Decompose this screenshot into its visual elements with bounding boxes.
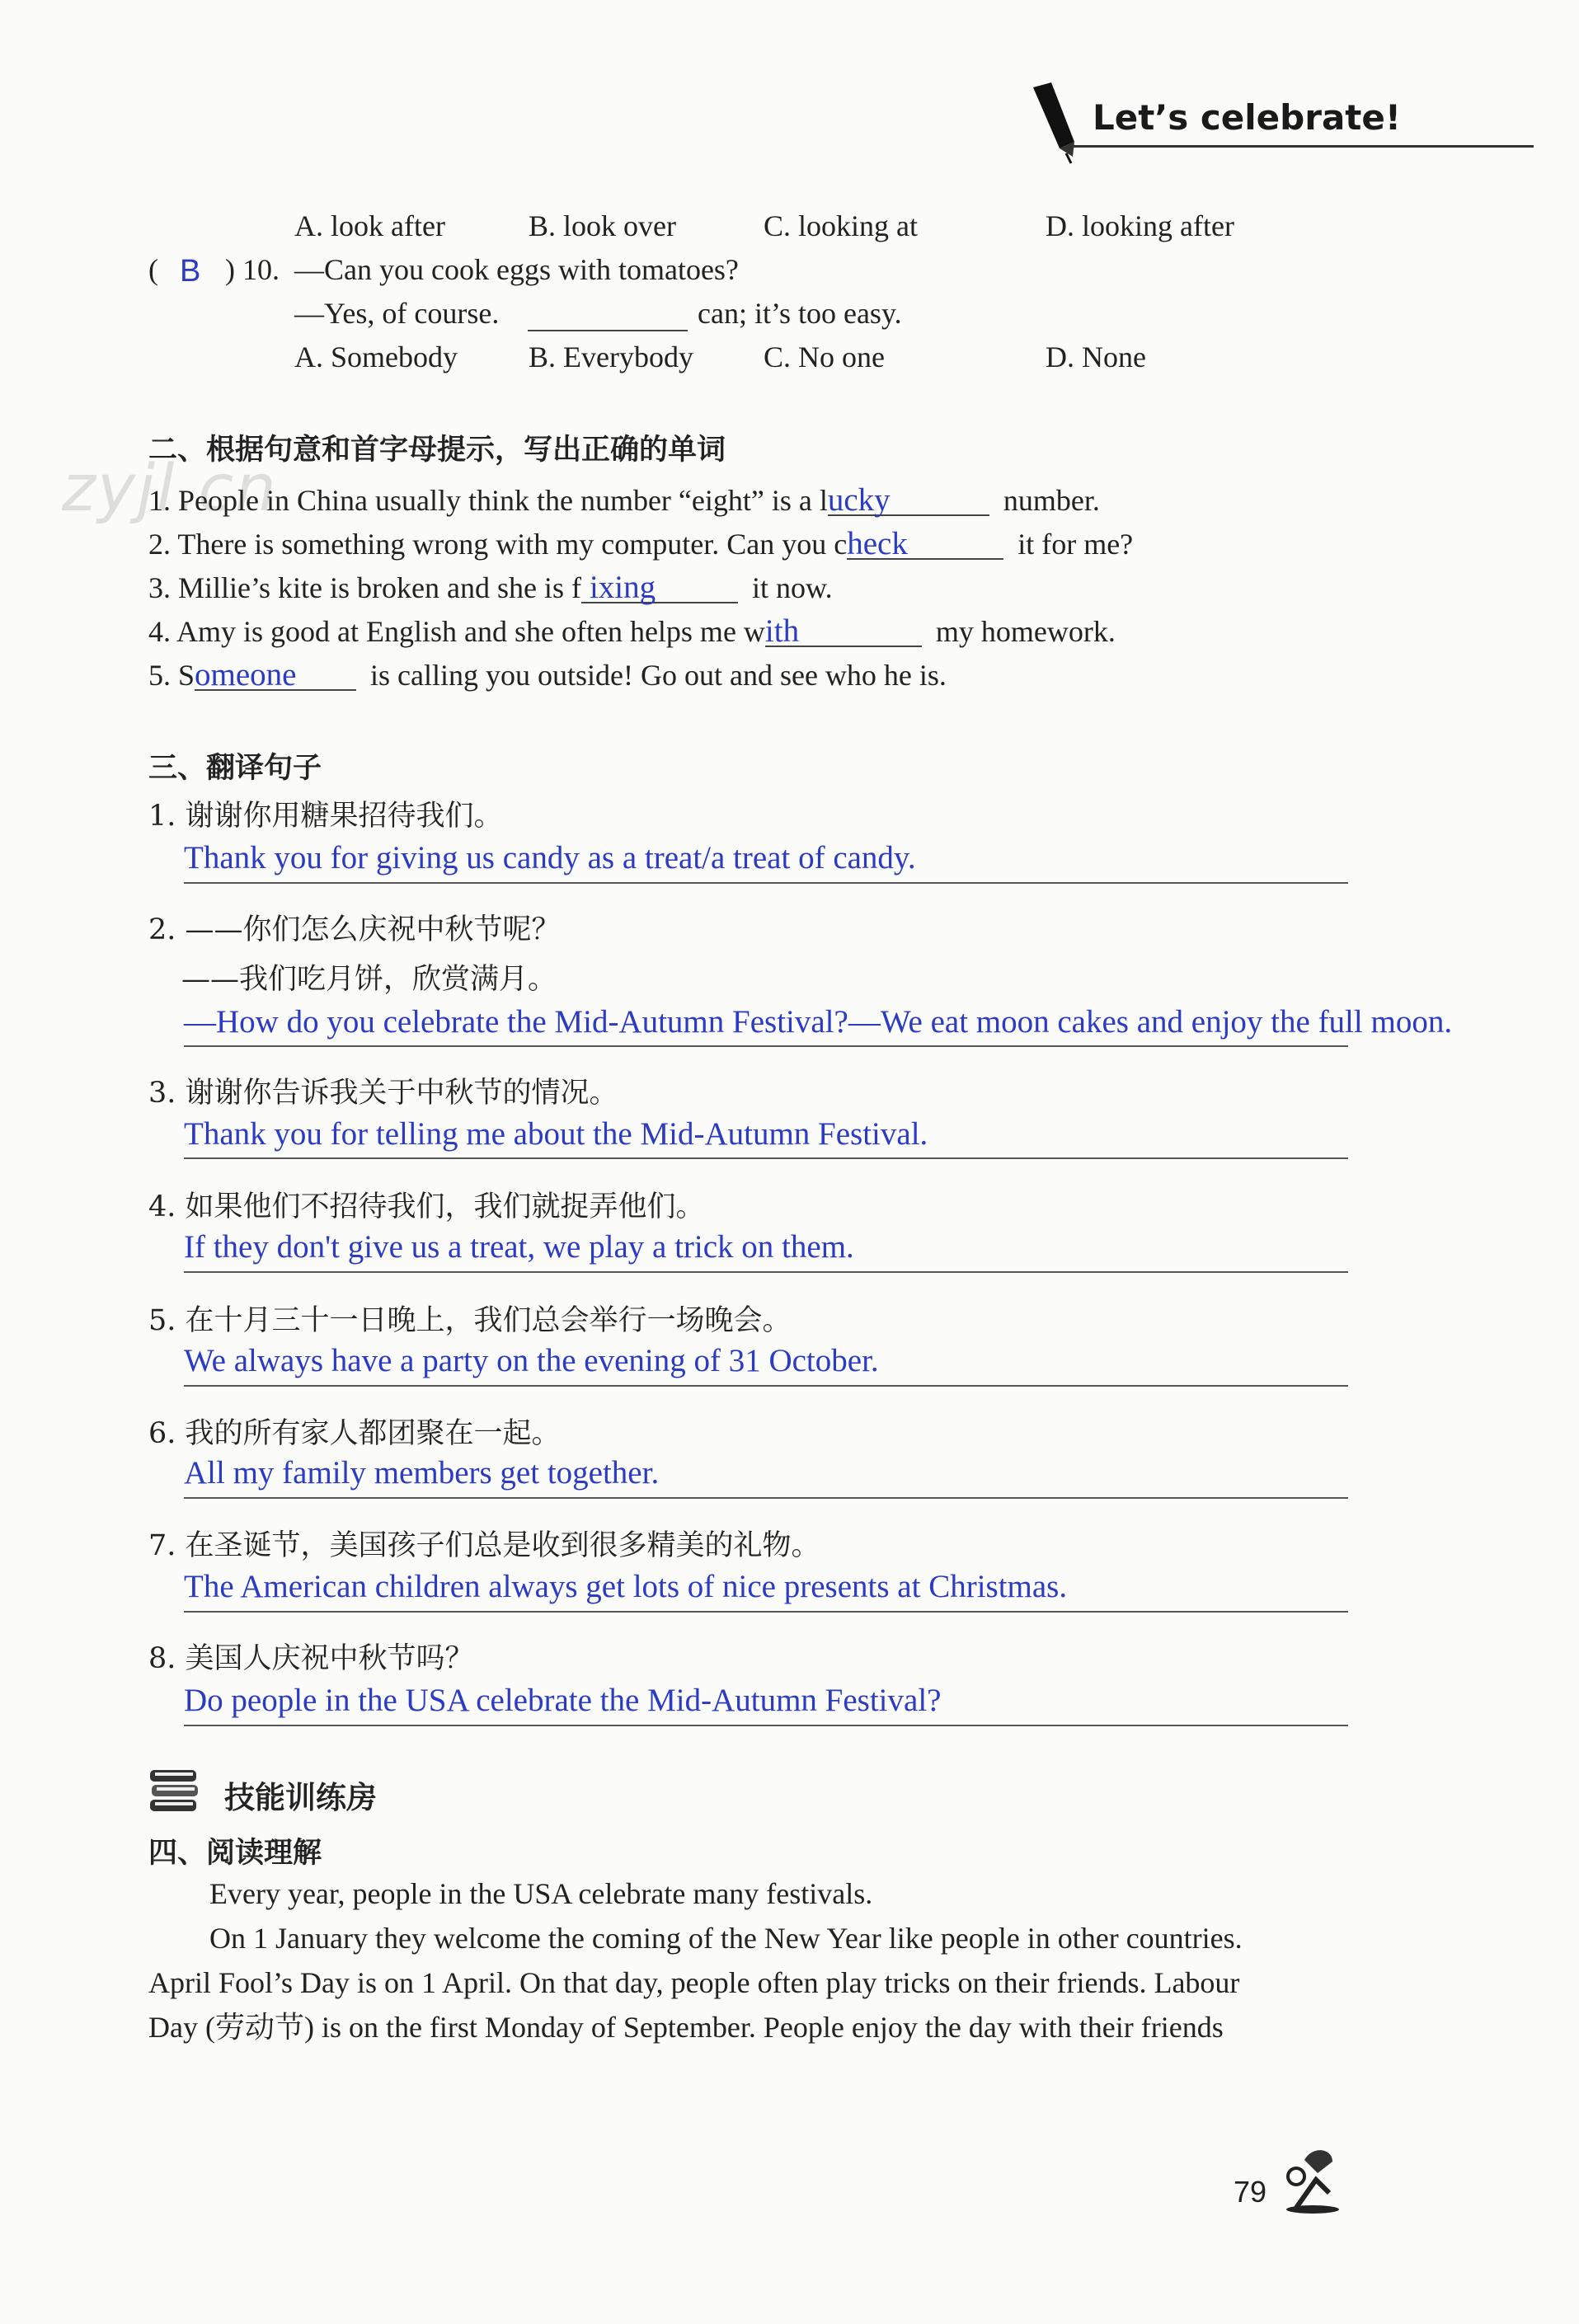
s3-item1-cn: 1. 谢谢你用糖果招待我们。 [148, 800, 503, 833]
s3-item2-cn: 2. ——你们怎么庆祝中秋节呢？ [148, 913, 561, 946]
q10-reply-before: —Yes, of course. [294, 297, 500, 330]
s3-item6-rule [184, 1497, 1348, 1499]
s3-item1-en: Thank you for giving us candy as a treat/a treat of candy. [184, 840, 916, 876]
s3-item5-rule [184, 1385, 1348, 1387]
s2-item1-pre: 1. People in China usually think the number “eight” is a l [148, 484, 828, 517]
s3-item8-rule [184, 1725, 1348, 1726]
q10-number: ) 10. [225, 253, 280, 286]
desk-lamp-icon [1280, 2143, 1346, 2214]
pen-icon [1027, 82, 1084, 165]
s2-item1-answer: ucky [827, 482, 891, 518]
s3-item5-cn: 5. 在十月三十一日晚上，我们总会举行一场晚会。 [148, 1304, 792, 1337]
section3-title: 三、翻译句子 [148, 752, 322, 785]
s3-item8-en: Do people in the USA celebrate the Mid-Autumn Festival? [184, 1683, 942, 1718]
s3-item4-en: If they don't give us a treat, we play a trick on them. [184, 1229, 854, 1265]
s3-item6-en: All my family members get together. [184, 1455, 660, 1491]
s2-item4-blank [764, 613, 922, 649]
s2-item4-answer: ith [764, 613, 800, 649]
s2-item4-post: my homework. [935, 615, 1116, 648]
section2-title: 二、根据句意和首字母提示，写出正确的单词 [148, 434, 726, 467]
s2-item3-answer: ixing [589, 570, 656, 605]
s3-item2-cn2: ——我们吃月饼，欣赏满月。 [181, 963, 557, 996]
q9-option-b: B. look over [529, 209, 676, 242]
s3-item7-rule [184, 1611, 1348, 1613]
reading-line-4: Day (劳动节) is on the first Monday of September. People enjoy the day with their friends [148, 2011, 1224, 2044]
q9-option-c: C. looking at [764, 209, 918, 242]
q9-option-a: A. look after [294, 209, 445, 242]
s2-item3-blank [581, 570, 738, 605]
s3-item3-cn: 3. 谢谢你告诉我关于中秋节的情况。 [148, 1077, 618, 1110]
q10-answer: B [180, 254, 201, 289]
s2-item1-post: number. [1003, 484, 1100, 517]
s2-item4-pre: 4. Amy is good at English and she often helps me w [148, 615, 765, 648]
header-rule [1072, 145, 1534, 148]
s2-item5-answer: omeone [195, 657, 297, 693]
s3-item4-rule [184, 1271, 1348, 1273]
q10-question: —Can you cook eggs with tomatoes? [294, 253, 739, 286]
s3-item3-rule [184, 1157, 1348, 1159]
s2-item2-post: it for me? [1017, 528, 1134, 561]
s2-item1-blank [827, 482, 989, 518]
page-header-title: Let’s celebrate! [1093, 97, 1402, 138]
s3-item2-rule [184, 1045, 1348, 1047]
q10-reply-after: can; it’s too easy. [698, 297, 902, 330]
skills-title: 技能训练房 [224, 1780, 377, 1815]
reading-line-2: On 1 January they welcome the coming of the New Year like people in other countries. [209, 1922, 1243, 1955]
q9-option-d: D. looking after [1046, 209, 1234, 242]
s2-item2-blank [847, 526, 1003, 561]
s3-item8-cn: 8. 美国人庆祝中秋节吗？ [148, 1642, 474, 1675]
q10-blank [528, 302, 688, 331]
s2-item1 [148, 482, 1100, 519]
s3-item6-cn: 6. 我的所有家人都团聚在一起。 [148, 1417, 561, 1450]
s2-item5-pre: 5. S [148, 659, 195, 692]
reading-line-1: Every year, people in the USA celebrate many festivals. [209, 1877, 873, 1910]
s3-item3-en: Thank you for telling me about the Mid-Autumn Festival. [184, 1116, 928, 1152]
watermark: zyjl.cn [62, 452, 278, 526]
s2-item5 [148, 657, 947, 693]
q10-paren-open: ( [148, 253, 158, 286]
books-icon [148, 1768, 200, 1813]
s2-item2-answer: heck [847, 526, 908, 561]
s3-item2-en: —How do you celebrate the Mid-Autumn Festival?—We eat moon cakes and enjoy the full moon. [184, 1004, 1453, 1040]
s2-item2 [148, 526, 1133, 562]
q10-option-a: A. Somebody [294, 340, 458, 373]
s2-item2-pre: 2. There is something wrong with my computer. Can you c [148, 528, 848, 561]
s2-item3 [148, 570, 833, 606]
s2-item5-post: is calling you outside! Go out and see who he is. [370, 659, 947, 692]
s3-item4-cn: 4. 如果他们不招待我们，我们就捉弄他们。 [148, 1190, 705, 1223]
q10-option-b: B. Everybody [529, 340, 693, 373]
s3-item7-cn: 7. 在圣诞节，美国孩子们总是收到很多精美的礼物。 [148, 1529, 820, 1562]
q10-option-d: D. None [1046, 340, 1146, 373]
q10-option-c: C. No one [764, 340, 885, 373]
reading-line-3: April Fool’s Day is on 1 April. On that day, people often play tricks on their friends. Labour [148, 1966, 1240, 1999]
s3-item1-rule [184, 882, 1348, 884]
s2-item4 [148, 613, 1116, 650]
s2-item3-post: it now. [751, 571, 833, 604]
s3-item5-en: We always have a party on the evening of 31 October. [184, 1343, 879, 1378]
page-number: 79 [1234, 2175, 1267, 2209]
s2-item5-blank [195, 657, 356, 693]
s2-item3-pre: 3. Millie’s kite is broken and she is f [148, 571, 581, 604]
s3-item7-en: The American children always get lots of nice presents at Christmas. [184, 1569, 1068, 1604]
section4-title: 四、阅读理解 [148, 1837, 322, 1870]
